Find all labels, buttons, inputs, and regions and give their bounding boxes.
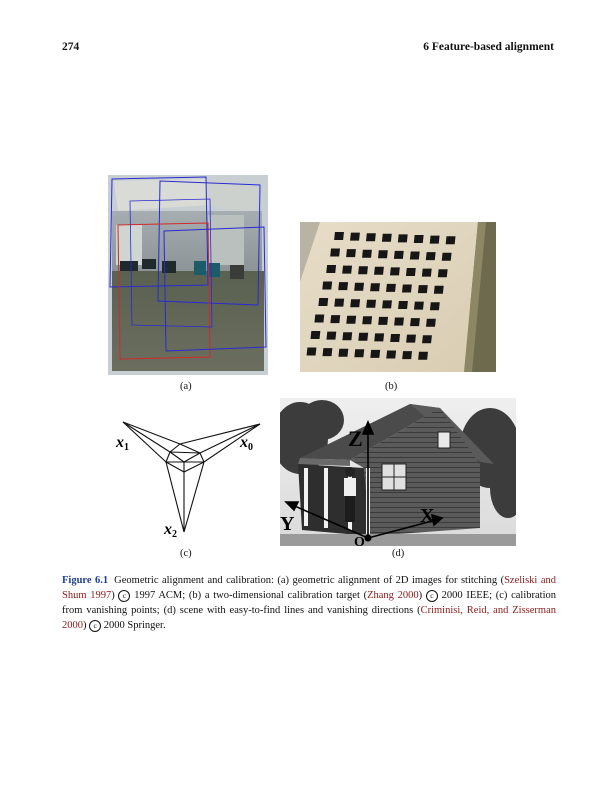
axis-z-label: Z xyxy=(348,426,363,451)
vanishing-point-x1-label: x1 xyxy=(116,434,129,453)
figure-b-image xyxy=(300,222,496,372)
figure-label: Figure 6.1 xyxy=(62,575,109,586)
running-head: 6 Feature-based alignment xyxy=(423,41,554,53)
calibration-square xyxy=(350,299,360,307)
calibration-square xyxy=(330,315,340,323)
calibration-square xyxy=(318,298,328,306)
calibration-square xyxy=(386,284,396,292)
calibration-square xyxy=(346,249,356,257)
figure-d-image xyxy=(280,398,516,546)
calibration-square xyxy=(402,351,412,359)
calibration-square xyxy=(446,236,456,244)
calibration-square xyxy=(418,352,428,360)
citation-criminisi[interactable]: Criminisi, Reid, and Zisserman 2000 xyxy=(62,605,556,631)
calibration-square xyxy=(382,234,392,242)
axis-x-label: X xyxy=(420,505,435,527)
calibration-square xyxy=(307,348,317,356)
calibration-square xyxy=(386,351,396,359)
calibration-square xyxy=(374,333,384,341)
calibration-square xyxy=(326,265,336,273)
calibration-square xyxy=(314,315,324,323)
calibration-square xyxy=(434,286,444,294)
calibration-square xyxy=(430,236,440,244)
calibration-square xyxy=(362,250,372,258)
calibration-square xyxy=(414,302,424,310)
calibration-square xyxy=(438,269,448,277)
calibration-square xyxy=(442,253,452,261)
calibration-square xyxy=(398,234,408,242)
copyright-icon: c xyxy=(89,620,101,632)
calibration-square xyxy=(338,349,348,357)
calibration-square xyxy=(422,269,432,277)
calibration-square xyxy=(354,283,364,291)
axis-origin-label: O xyxy=(354,535,365,546)
calibration-square xyxy=(410,252,420,260)
calibration-square xyxy=(358,266,368,274)
calibration-square xyxy=(406,268,416,276)
calibration-square xyxy=(378,317,388,325)
calibration-square xyxy=(326,332,336,340)
calibration-square xyxy=(398,301,408,309)
axis-y-label: Y xyxy=(280,513,295,535)
calibration-square xyxy=(354,349,364,357)
calibration-square xyxy=(311,331,321,339)
calibration-square xyxy=(370,350,380,358)
calibration-square xyxy=(414,235,424,243)
calibration-square xyxy=(374,267,384,275)
calibration-square xyxy=(366,233,376,241)
calibration-square xyxy=(366,300,376,308)
calibration-square xyxy=(334,299,344,307)
subfigure-a-label: (a) xyxy=(180,381,192,392)
calibration-square xyxy=(406,335,416,343)
calibration-square xyxy=(390,267,400,275)
calibration-square xyxy=(426,319,436,327)
copyright-icon: c xyxy=(118,590,130,602)
calibration-square xyxy=(350,233,360,241)
subfigure-b-label: (b) xyxy=(385,381,398,392)
citation-szeliski-shum[interactable]: Szeliski and Shum 1997 xyxy=(62,575,556,601)
subfigure-d-label: (d) xyxy=(392,548,405,559)
calibration-square xyxy=(394,251,404,259)
calibration-square xyxy=(422,335,432,343)
calibration-square xyxy=(394,318,404,326)
calibration-square xyxy=(323,348,333,356)
calibration-square xyxy=(322,282,332,290)
calibration-square xyxy=(342,266,352,274)
subfigure-c-label: (c) xyxy=(180,548,192,559)
calibration-square xyxy=(382,300,392,308)
calibration-square xyxy=(378,250,388,258)
calibration-square xyxy=(334,232,344,240)
calibration-square xyxy=(410,318,420,326)
calibration-square xyxy=(430,302,440,310)
figure-caption: Figure 6.1 Geometric alignment and calibration: (a) geometric alignment of 2D images for stitching (Szeliski and Shum 1997) c 1997 ACM; (b) a two-dimensional calibration target (Zhang 2000) c 2000 IEEE; (c) calibration from vanishing points; (d) scene with easy-to-find lines and vanishing directions (Criminisi, Reid, and Zisserman 2000) c 2000 Springer. xyxy=(62,575,557,631)
calibration-square xyxy=(342,332,352,340)
figure-a-image xyxy=(108,175,268,375)
calibration-square xyxy=(370,283,380,291)
calibration-square xyxy=(418,285,428,293)
copyright-icon: c xyxy=(426,590,438,602)
citation-zhang[interactable]: Zhang 2000 xyxy=(367,590,419,601)
calibration-square xyxy=(338,282,348,290)
calibration-square xyxy=(346,316,356,324)
calibration-square xyxy=(402,285,412,293)
calibration-square xyxy=(330,249,340,257)
page-number: 274 xyxy=(62,41,80,53)
calibration-square xyxy=(426,252,436,260)
figure-c-diagram xyxy=(108,410,278,550)
vanishing-point-x0-label: x0 xyxy=(240,434,253,453)
vanishing-point-x2-label: x2 xyxy=(164,521,177,540)
calibration-square xyxy=(390,334,400,342)
calibration-square xyxy=(358,333,368,341)
calibration-square xyxy=(362,316,372,324)
